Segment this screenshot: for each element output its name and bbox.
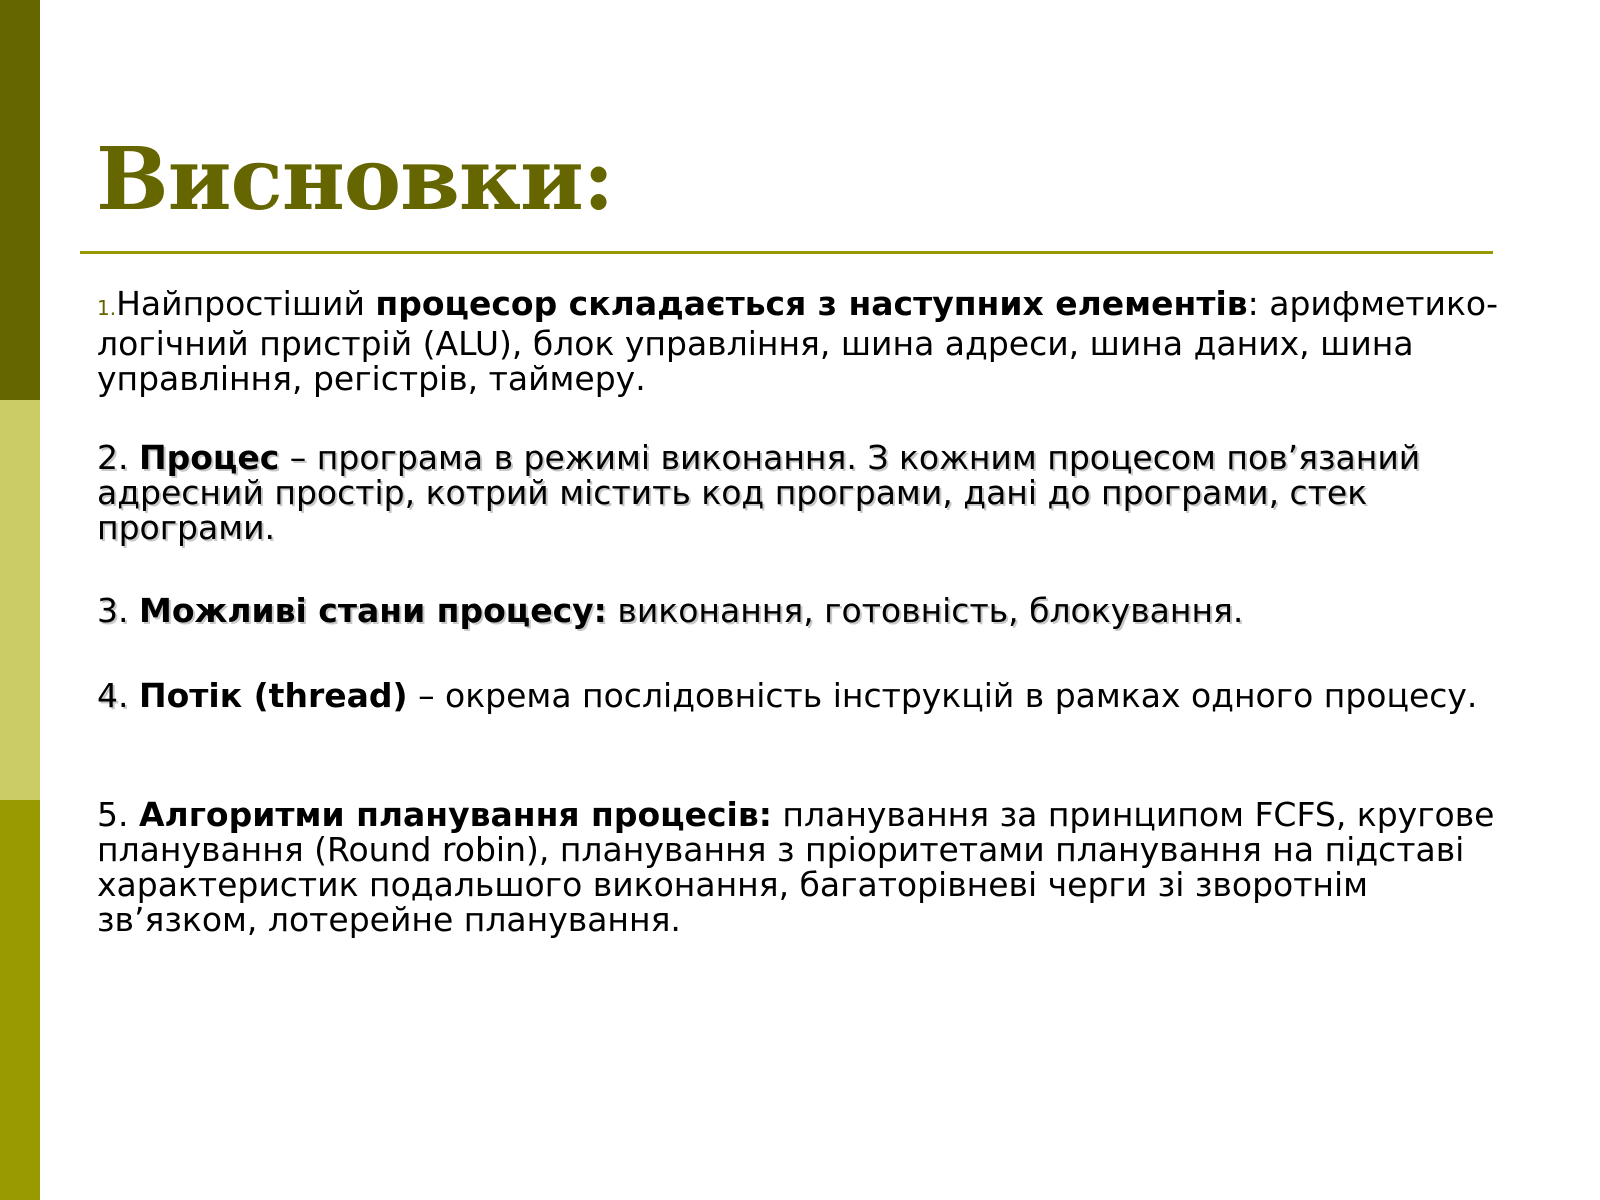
slide-title: Висновки: <box>96 129 614 230</box>
item-1-text: : арифметико-логічний пристрій (ALU), блок управління, шина адреси, шина даних, шина управління, регістрів, таймеру. <box>97 284 1498 398</box>
item-5-number: 5. <box>97 795 139 834</box>
sidebar-band-bottom <box>0 800 40 1200</box>
title-divider <box>80 251 1493 254</box>
conclusion-item-2 <box>97 440 1517 545</box>
item-3-text: виконання, готовність, блокування. <box>606 591 1244 630</box>
item-3-bold: Можливі стани процесу: <box>138 591 607 630</box>
item-4-number: 4. <box>97 676 139 715</box>
item-2-text: – програма в режимі виконання. З кожним процесом пов’язаний адресний простір, котрий містить код програми, дані до програми, стек програми. <box>97 438 1421 547</box>
item-5-text: планування за принципом FCFS, кругове планування (Round robin), планування з пріоритетами планування на підставі характеристик подальшого виконання, багаторівневі черги зі зворотнім зв’язком, лотерейне планування. <box>97 795 1495 939</box>
item-1-number: 1. <box>97 296 117 320</box>
item-4-text: – окрема послідовність інструкцій в рамках одного процесу. <box>407 676 1478 715</box>
conclusion-item-5 <box>97 797 1517 937</box>
item-1-intro: Найпростіший <box>116 284 376 323</box>
sidebar-band-middle <box>0 400 40 800</box>
item-1-bold: процесор складається з наступних елементів <box>375 284 1248 323</box>
item-2-bold: Процес <box>138 438 280 477</box>
conclusion-item-1 <box>97 286 1517 396</box>
item-2-number: 2. <box>97 438 139 477</box>
item-3-number: 3. <box>97 591 139 630</box>
sidebar-band-top <box>0 0 40 400</box>
conclusion-item-3 <box>97 593 1517 628</box>
item-4-bold: Потік (thread) <box>138 676 408 715</box>
conclusion-item-4 <box>97 678 1517 713</box>
item-5-bold: Алгоритми планування процесів: <box>138 795 772 834</box>
